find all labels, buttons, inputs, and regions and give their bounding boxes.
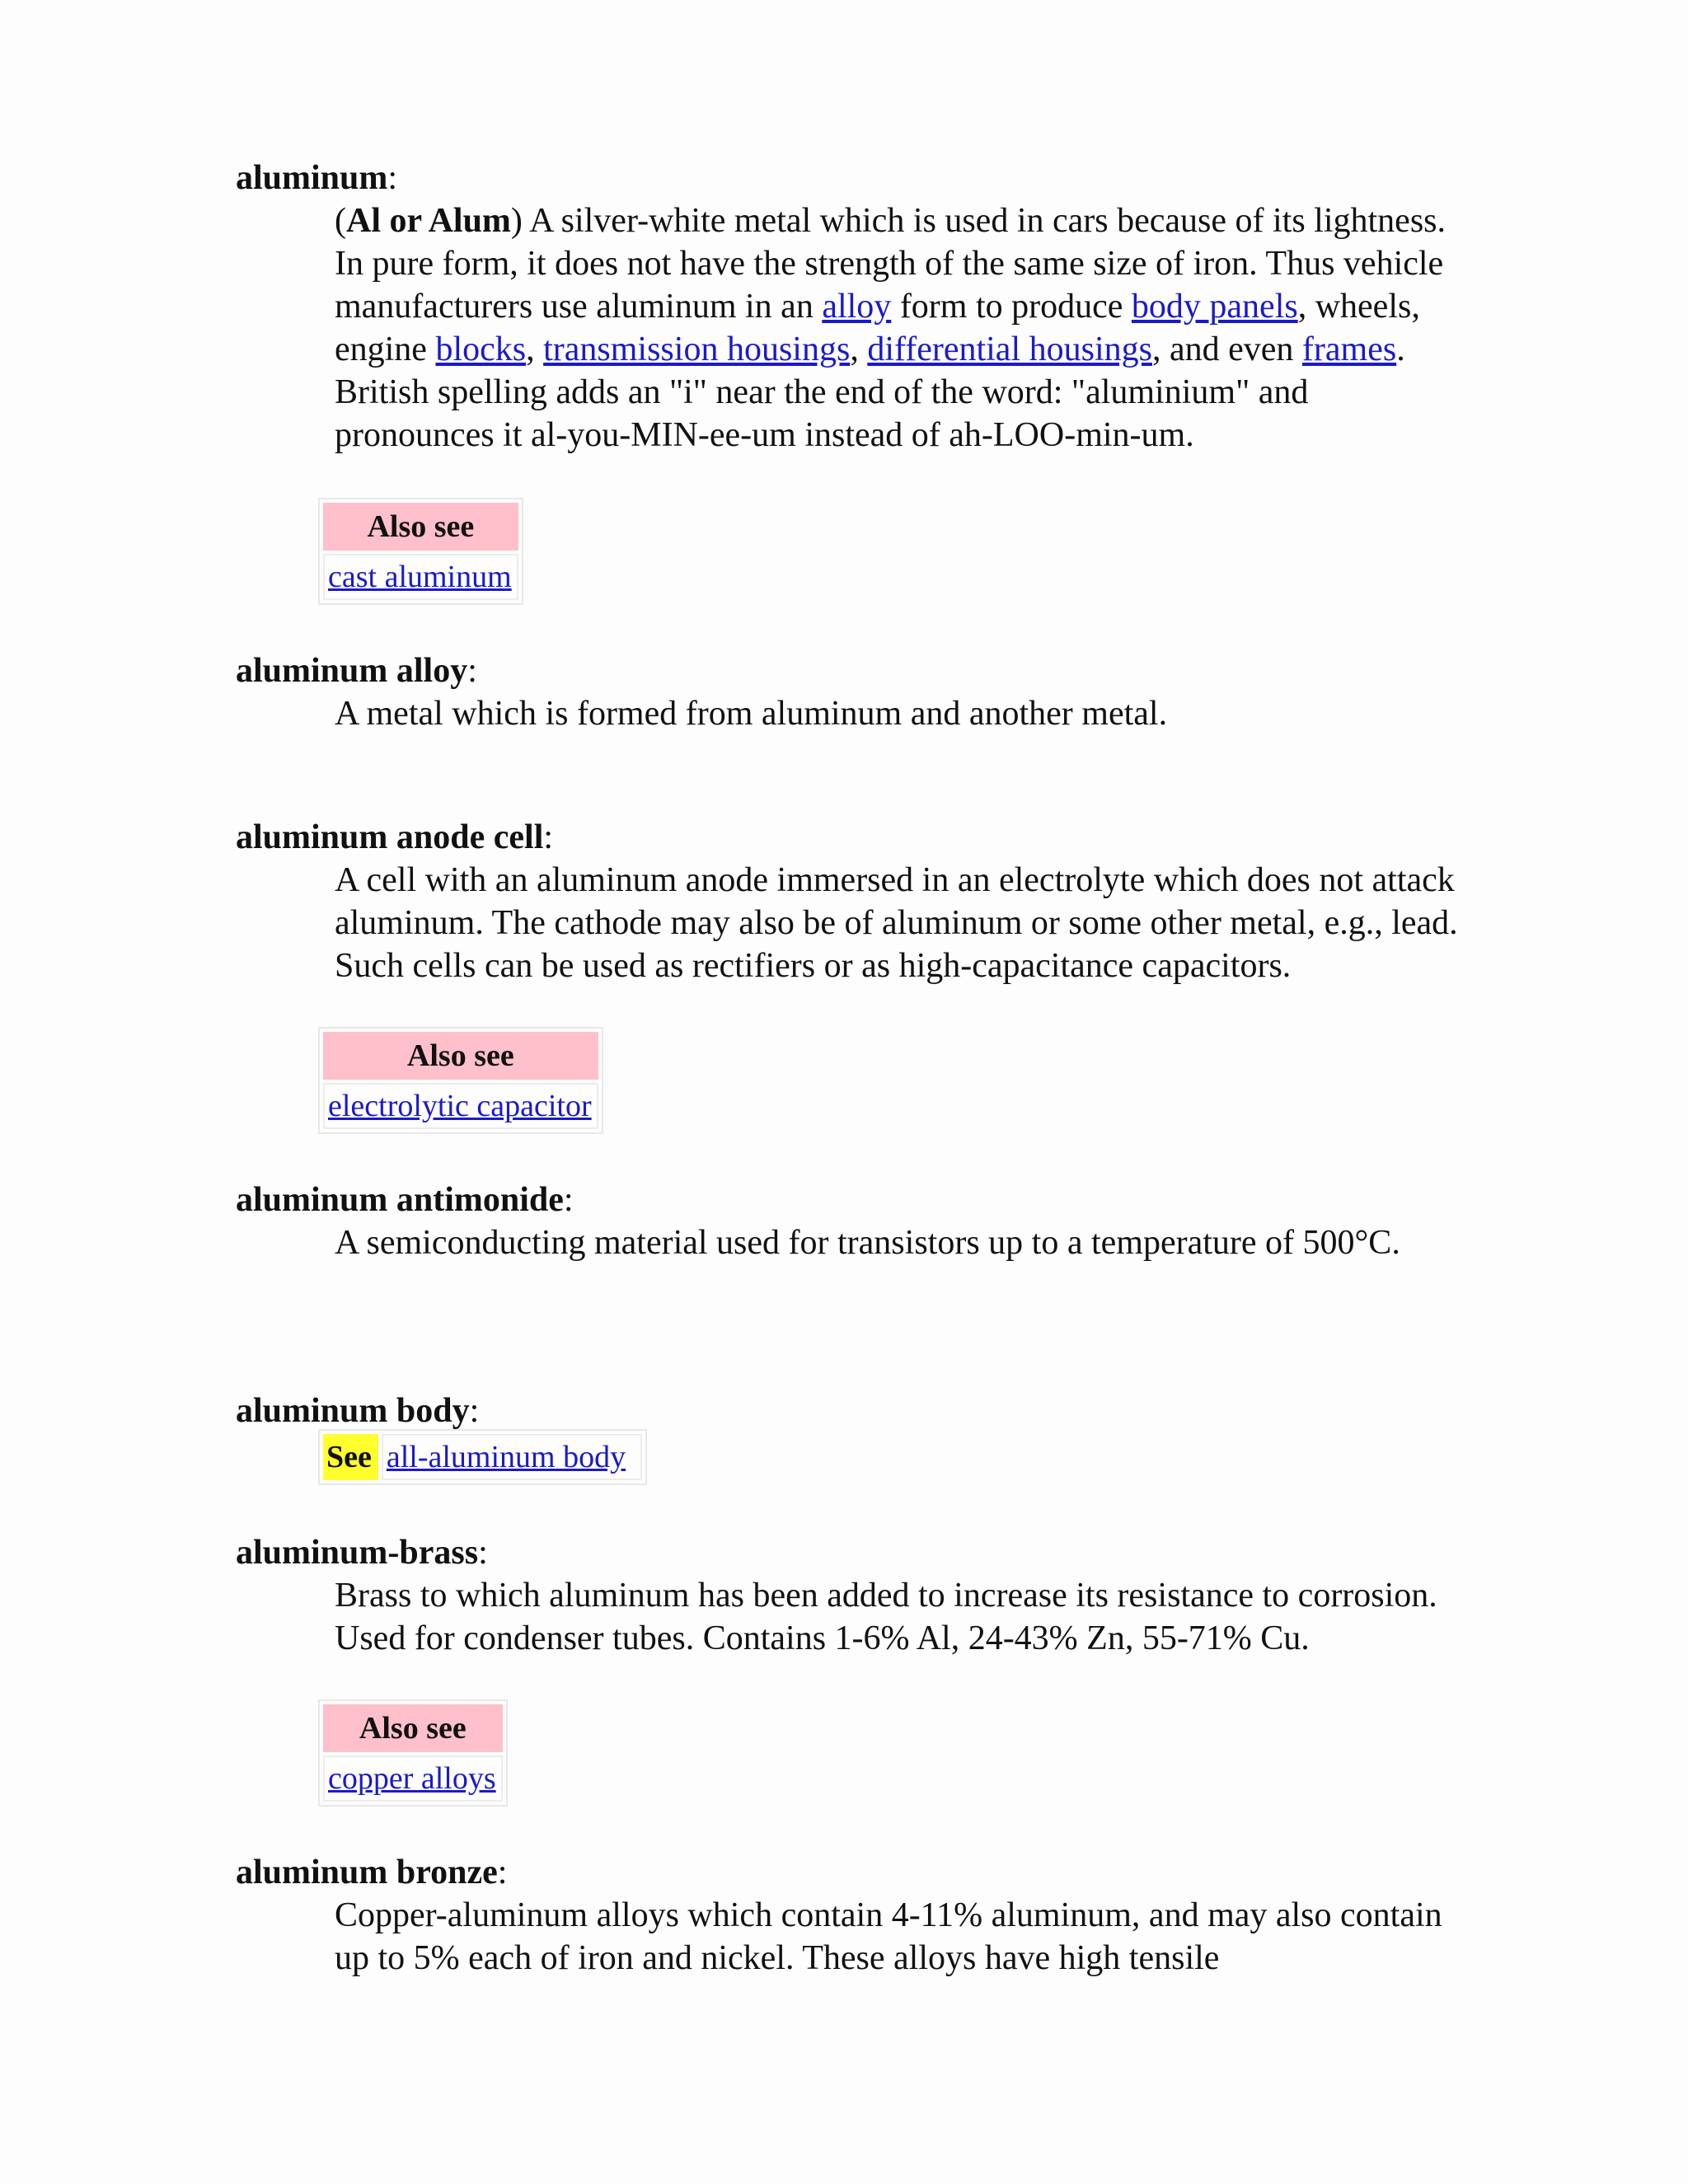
see-cell [382, 1434, 642, 1480]
link-blocks[interactable]: blocks [435, 330, 527, 368]
also-see-box [318, 1027, 603, 1134]
link-transmission-housings[interactable]: transmission housings [543, 330, 851, 368]
also-see-cell [323, 1083, 598, 1129]
link-body-panels[interactable]: body panels [1131, 288, 1298, 326]
link-electrolytic-capacitor[interactable]: electrolytic capacitor [328, 1089, 592, 1123]
term-aluminum: aluminum: [236, 159, 398, 197]
also-see-box [318, 498, 523, 605]
see-box [318, 1429, 647, 1485]
definition-aluminum-alloy: A metal which is formed from aluminum and another metal. [335, 695, 1168, 733]
link-all-aluminum-body[interactable]: all-aluminum body [386, 1440, 626, 1474]
term-aluminum-anode-cell: aluminum anode cell: [236, 818, 554, 856]
link-frames[interactable]: frames [1301, 330, 1397, 368]
link-alloy[interactable]: alloy [822, 288, 892, 326]
also-see-header: Also see [323, 503, 518, 551]
term-aluminum-bronze: aluminum bronze: [236, 1854, 508, 1891]
also-see-box [318, 1699, 508, 1807]
also-see-header: Also see [323, 1704, 503, 1752]
term-aluminum-alloy: aluminum alloy: [236, 652, 477, 690]
abbreviation: Al or Alum [346, 202, 511, 240]
term-aluminum-body: aluminum body: [236, 1392, 480, 1430]
link-cast-aluminum[interactable]: cast aluminum [328, 560, 512, 594]
term-aluminum-antimonide: aluminum antimonide: [236, 1181, 574, 1219]
also-see-cell [323, 1755, 503, 1802]
also-see-cell [323, 554, 518, 600]
link-differential-housings[interactable]: differential housings [867, 330, 1152, 368]
definition-aluminum: (Al or Alum) A silver-white metal which is used in cars because of its lightness. In pure form, it does not have the strength of the same size of iron. Thus vehicle manufacturers use aluminum in an alloy form to produce body panels, wheels, engine blocks, transmission housings, differential housings, and even frames. British spelling adds an "i" near the end of the word: "aluminium" and pronounces it al-you-MIN-ee-um instead of ah-LOO-min-um. [335, 202, 1447, 454]
also-see-header: Also see [323, 1032, 598, 1080]
definition-aluminum-bronze: Copper-aluminum alloys which contain 4-11% aluminum, and may also contain up to 5% each of iron and nickel. These alloys have high tensile [335, 1896, 1442, 1977]
definition-aluminum-anode-cell: A cell with an aluminum anode immersed in an electrolyte which does not attack aluminum. The cathode may also be of aluminum or some other metal, e.g., lead. Such cells can be used as rectifiers or as high-capacitance capacitors. [335, 861, 1458, 985]
definition-aluminum-brass: Brass to which aluminum has been added to increase its resistance to corrosion. Used for condenser tubes. Contains 1-6% Al, 24-43% Zn, 55-71% Cu. [335, 1577, 1437, 1657]
see-label: See [323, 1434, 378, 1480]
link-copper-alloys[interactable]: copper alloys [328, 1761, 496, 1796]
term-aluminum-brass: aluminum-brass: [236, 1534, 488, 1572]
definition-aluminum-antimonide: A semiconducting material used for transistors up to a temperature of 500°C. [335, 1224, 1400, 1262]
